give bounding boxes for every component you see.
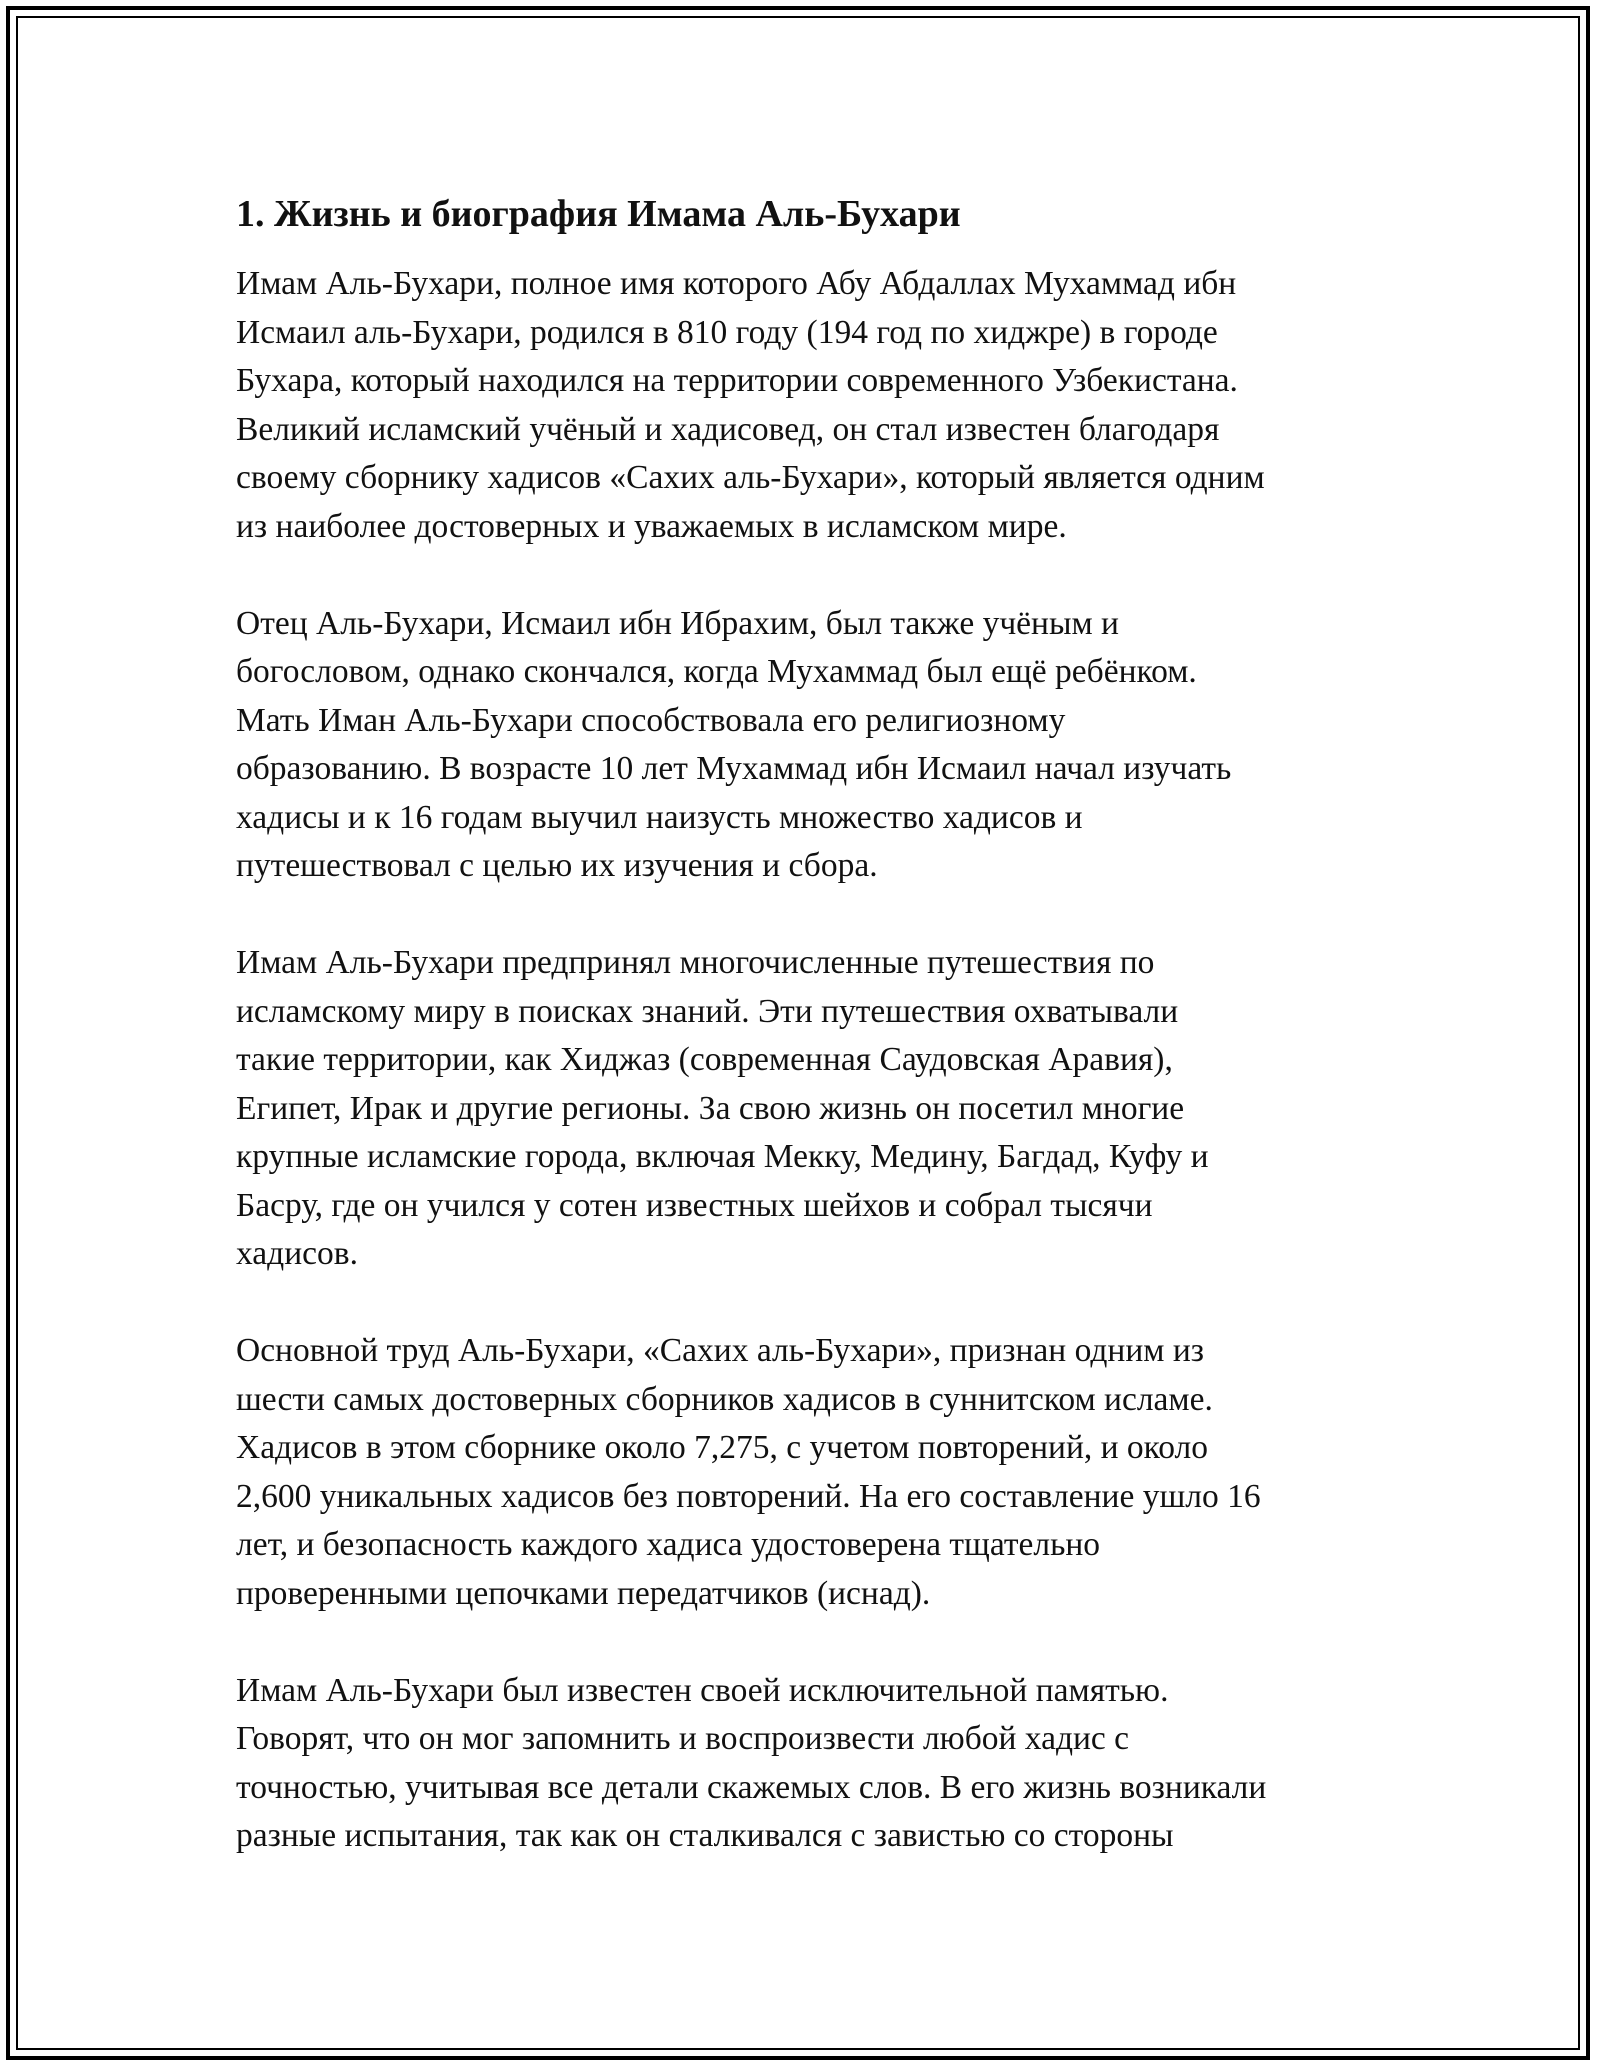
- paragraph-line: Говорят, что он мог запомнить и воспроизвести любой хадис с: [236, 1720, 1130, 1757]
- paragraph-line: проверенными цепочками передатчиков (иснад).: [236, 1574, 931, 1612]
- paragraph-main-work: [236, 1327, 1386, 1618]
- paragraph-line: 2,600 уникальных хадисов без повторений. На его составление ушло 16: [236, 1477, 1261, 1515]
- paragraph-birth: [236, 260, 1386, 551]
- paragraph-line: Имам Аль-Бухари был известен своей исключительной памятью.: [236, 1671, 1169, 1709]
- paragraph-line: шести самых достоверных сборников хадисов в суннитском исламе.: [236, 1380, 1213, 1418]
- paragraph-line: своему сборнику хадисов «Сахих аль-Бухари», который является одним: [236, 459, 1265, 496]
- paragraph-family: [236, 600, 1386, 891]
- paragraph-line: Бухара, который находился на территории современного Узбекистана.: [236, 362, 1238, 399]
- section-heading: 1. Жизнь и биография Имама Аль-Бухари: [236, 193, 961, 235]
- paragraph-line: Имам Аль-Бухари, полное имя которого Абу Абдаллах Мухаммад ибн: [236, 265, 1237, 302]
- paragraph-line: из наиболее достоверных и уважаемых в исламском мире.: [236, 507, 1067, 545]
- paragraph-line: путешествовал с целью их изучения и сбора.: [236, 847, 878, 884]
- paragraph-line: богословом, однако скончался, когда Мухаммад был ещё ребёнком.: [236, 653, 1197, 690]
- paragraph-line: такие территории, как Хиджаз (современная Саудовская Аравия),: [236, 1041, 1173, 1078]
- paragraph-line: Имам Аль-Бухари предпринял многочисленные путешествия по: [236, 944, 1155, 981]
- paragraph-line: Основной труд Аль-Бухари, «Сахих аль-Бухари», признан одним из: [236, 1332, 1204, 1369]
- paragraph-line: Басру, где он учился у сотен известных шейхов и собрал тысячи: [236, 1186, 1153, 1224]
- paragraph-line: хадисов.: [236, 1235, 358, 1272]
- paragraph-line: Великий исламский учёный и хадисовед, он стал известен благодаря: [236, 410, 1220, 448]
- paragraph-line: Отец Аль-Бухари, Исмаил ибн Ибрахим, был также учёным и: [236, 604, 1119, 642]
- paragraph-line: лет, и безопасность каждого хадиса удостоверена тщательно: [236, 1526, 1101, 1563]
- paragraph-line: разные испытания, так как он сталкивался с завистью со стороны: [236, 1817, 1174, 1854]
- paragraph-line: точностью, учитывая все детали скажемых слов. В его жизнь возникали: [236, 1768, 1267, 1806]
- paragraph-line: исламскому миру в поисках знаний. Эти путешествия охватывали: [236, 992, 1179, 1030]
- paragraph-line: образованию. В возрасте 10 лет Мухаммад ибн Исмаил начал изучать: [236, 750, 1232, 787]
- paragraph-line: Мать Иман Аль-Бухари способствовала его религиозному: [236, 701, 1066, 739]
- paragraph-line: Хадисов в этом сборнике около 7,275, с учетом повторений, и около: [236, 1429, 1209, 1466]
- paragraph-line: крупные исламские города, включая Мекку, Медину, Багдад, Куфу и: [236, 1138, 1209, 1175]
- paragraph-travels: [236, 939, 1386, 1279]
- paragraph-line: хадисы и к 16 годам выучил наизусть множество хадисов и: [236, 798, 1083, 836]
- paragraph-line: Египет, Ирак и другие регионы. За свою жизнь он посетил многие: [236, 1089, 1185, 1127]
- paragraph-line: Исмаил аль-Бухари, родился в 810 году (194 год по хиджре) в городе: [236, 313, 1218, 351]
- paragraph-memory: [236, 1667, 1386, 1861]
- document-body: [236, 186, 1386, 1909]
